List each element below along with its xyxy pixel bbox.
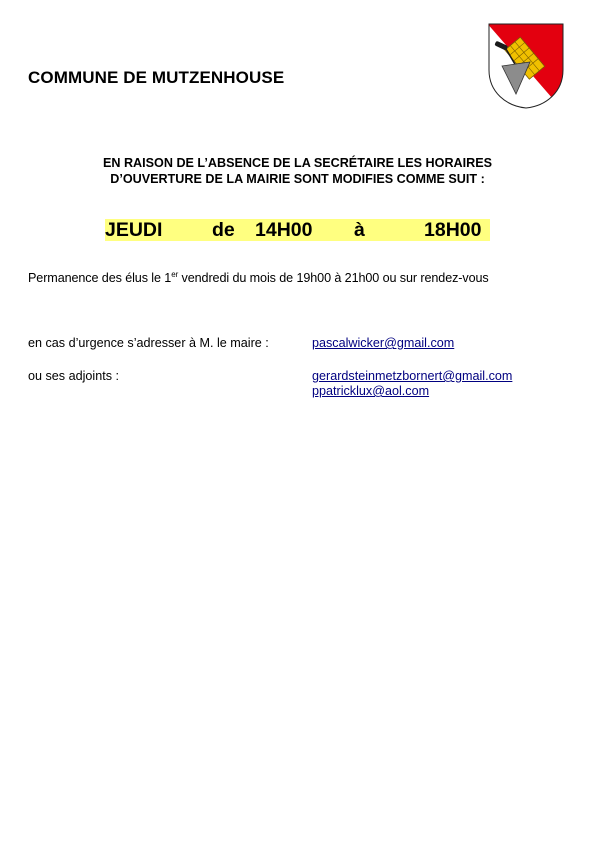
notice-line-1: EN RAISON DE L’ABSENCE DE LA SECRÉTAIRE LES HORAIRES <box>102 156 493 170</box>
deputies-contact-label: ou ses adjoints : <box>28 369 120 383</box>
hours-end-time: 18H00 <box>424 219 482 241</box>
permanence-superscript: er <box>171 270 179 279</box>
hours-start-time: 14H00 <box>255 219 313 241</box>
hours-to-word: à <box>354 219 365 241</box>
hours-from-word: de <box>212 219 235 241</box>
hours-day: JEUDI <box>105 219 163 241</box>
mayor-email-link[interactable]: pascalwicker@gmail.com <box>312 336 455 350</box>
closure-notice <box>0 155 595 187</box>
permanence-text <box>28 271 489 285</box>
deputy-email-link-1[interactable]: gerardsteinmetzbornert@gmail.com <box>312 369 513 383</box>
permanence-text-after: vendredi du mois de 19h00 à 21h00 ou sur rendez-vous <box>178 271 489 285</box>
notice-line-2: D’OUVERTURE DE LA MAIRIE SONT MODIFIES COMME SUIT : <box>110 172 485 186</box>
permanence-text-before: Permanence des élus le 1 <box>28 271 172 285</box>
page-title: COMMUNE DE MUTZENHOUSE <box>28 68 285 87</box>
coat-of-arms-icon <box>486 22 566 110</box>
mayor-contact-label: en cas d’urgence s’adresser à M. le maire : <box>28 336 269 350</box>
deputy-email-link-2[interactable]: ppatricklux@aol.com <box>312 384 430 398</box>
opening-hours-highlight <box>105 219 490 241</box>
